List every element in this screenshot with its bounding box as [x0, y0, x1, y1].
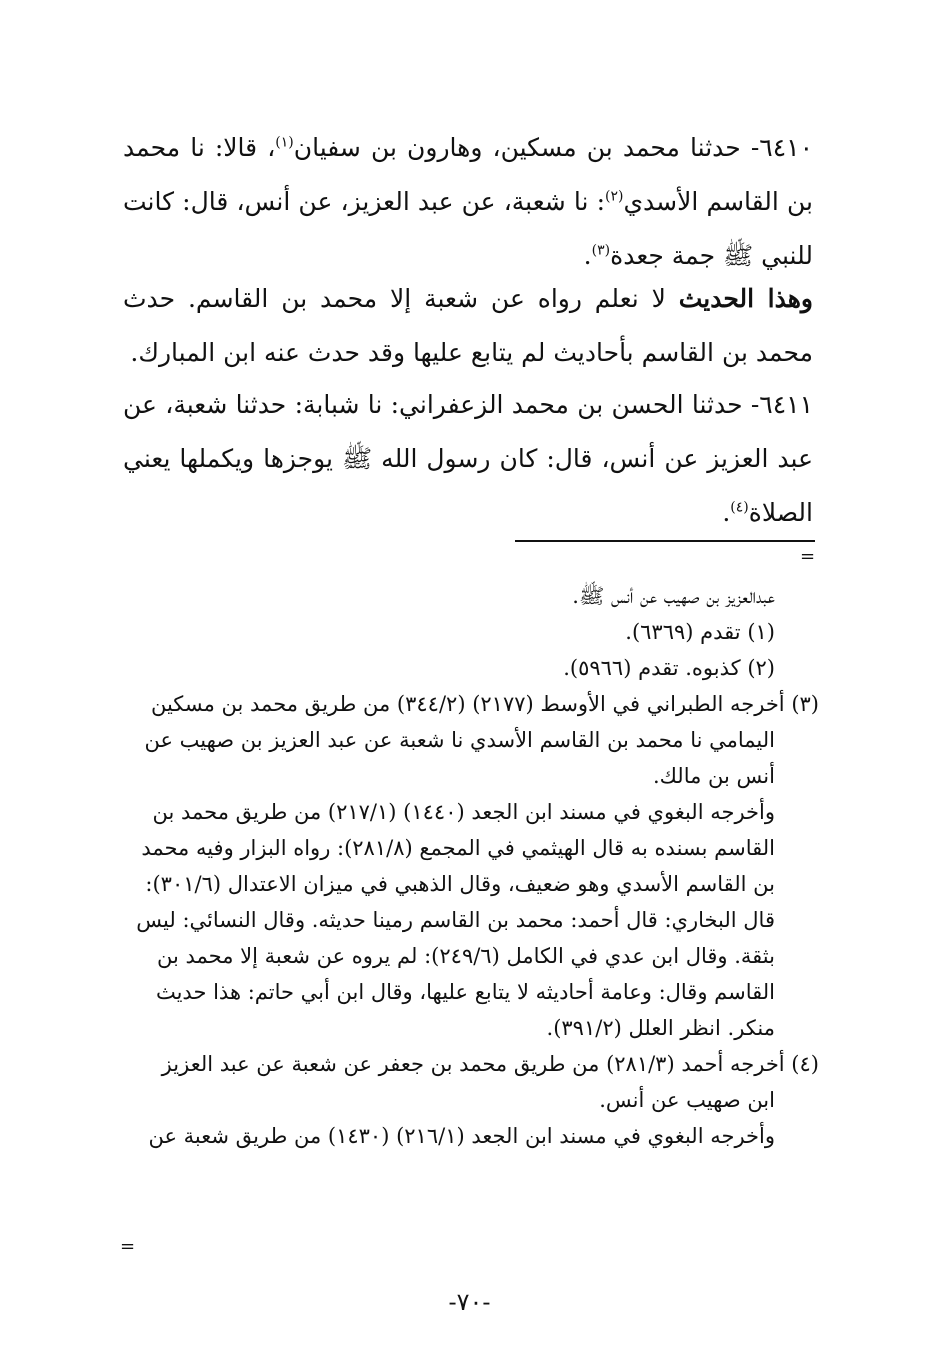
- hadith-6410: [123, 121, 813, 283]
- footnote-3-para2: وأخرجه البغوي في مسند ابن الجعد (١٤٤٠) (٢١٧/١) من طريق محمد بن القاسم بسنده به قال الهيثمي في المجمع (٢٨١/٨): رواه البزار وفيه محمد بن القاسم الأسدي وهو ضعيف، وقال الذهبي في ميزان الاعتدال (٣٠١/٦): قال البخاري: قال أحمد: محمد بن القاسم رمينا حديثه. وقال النسائي: ليس بثقة. وقال ابن عدي في الكامل (٢٤٩/٦): لم يروه عن شعبة إلا محمد بن القاسم وقال: وعامة أحاديثه لا يتابع عليها، وقال ابن أبي حاتم: هذا حديث منكر. انظر العلل (٣٩١/٢).: [136, 800, 775, 1040]
- page-number: -٧٠-: [448, 1288, 491, 1316]
- footnote-3-body: اليمامي نا محمد بن القاسم الأسدي نا شعبة عن عبد العزيز بن صهيب عن أنس بن مالك.: [144, 728, 775, 788]
- footnotes: [119, 578, 819, 1154]
- footnote-4-head: (٤) أخرجه أحمد (٢٨١/٣) من طريق محمد بن جعفر عن شعبة عن عبد العزيز: [161, 1052, 819, 1076]
- hadith-6410-text-b: ، قالا: نا محمد بن القاسم الأسدي: [123, 133, 813, 216]
- footnote-ref-3: (٣): [591, 242, 611, 259]
- hadith-6411-text: ٦٤١١- حدثنا الحسن بن محمد الزعفراني: نا شبابة: حدثنا شعبة، عن عبد العزيز عن أنس، قال: كان رسول الله ﷺ يوجزها ويكملها يعني الصلاة: [123, 390, 813, 527]
- footnote-4-para2: وأخرجه البغوي في مسند ابن الجعد (٢١٦/١) (١٤٣٠) من طريق شعبة عن: [148, 1124, 775, 1148]
- hadith-6410-text-a: ٦٤١٠- حدثنا محمد بن مسكين، وهارون بن سفيان: [293, 133, 813, 162]
- footnote-ref-1: (١): [275, 134, 294, 151]
- hadith-6410-text-d: .: [583, 241, 592, 270]
- hadith-6411-end: .: [722, 498, 731, 527]
- footnote-1: (١) تقدم (٦٣٦٩).: [625, 620, 775, 644]
- continuation-mark-bottom: =: [120, 1236, 136, 1257]
- commentary-bold-lead: وهذا الحديث: [678, 284, 813, 313]
- footnote-3-head: (٣) أخرجه الطبراني في الأوسط (٢١٧٧) (٣٤٤/٢) من طريق محمد بن مسكين: [150, 692, 819, 716]
- commentary-paragraph: [123, 272, 813, 380]
- footnote-4-body: ابن صهيب عن أنس.: [599, 1088, 775, 1112]
- commentary-text: لا نعلم رواه عن شعبة إلا محمد بن القاسم. حدث محمد بن القاسم بأحاديث لم يتابع عليها وقد حدث عنه ابن المبارك.: [123, 284, 813, 367]
- footnote-ref-4: (٤): [730, 499, 749, 516]
- footnote-ref-2: (٢): [605, 188, 624, 205]
- footnote-separator: [515, 540, 815, 542]
- footnote-carry-over: عبدالعزيز بن صهيب عن أنس ﷺ.: [572, 584, 775, 608]
- hadith-6410-text-c: : نا شعبة، عن عبد العزيز، عن أنس، قال: كانت للنبي ﷺ جمة جعدة: [123, 187, 813, 270]
- hadith-6411: [123, 378, 813, 540]
- continuation-mark-top: =: [800, 546, 816, 567]
- footnote-2: (٢) كذبوه. تقدم (٥٩٦٦).: [563, 656, 775, 680]
